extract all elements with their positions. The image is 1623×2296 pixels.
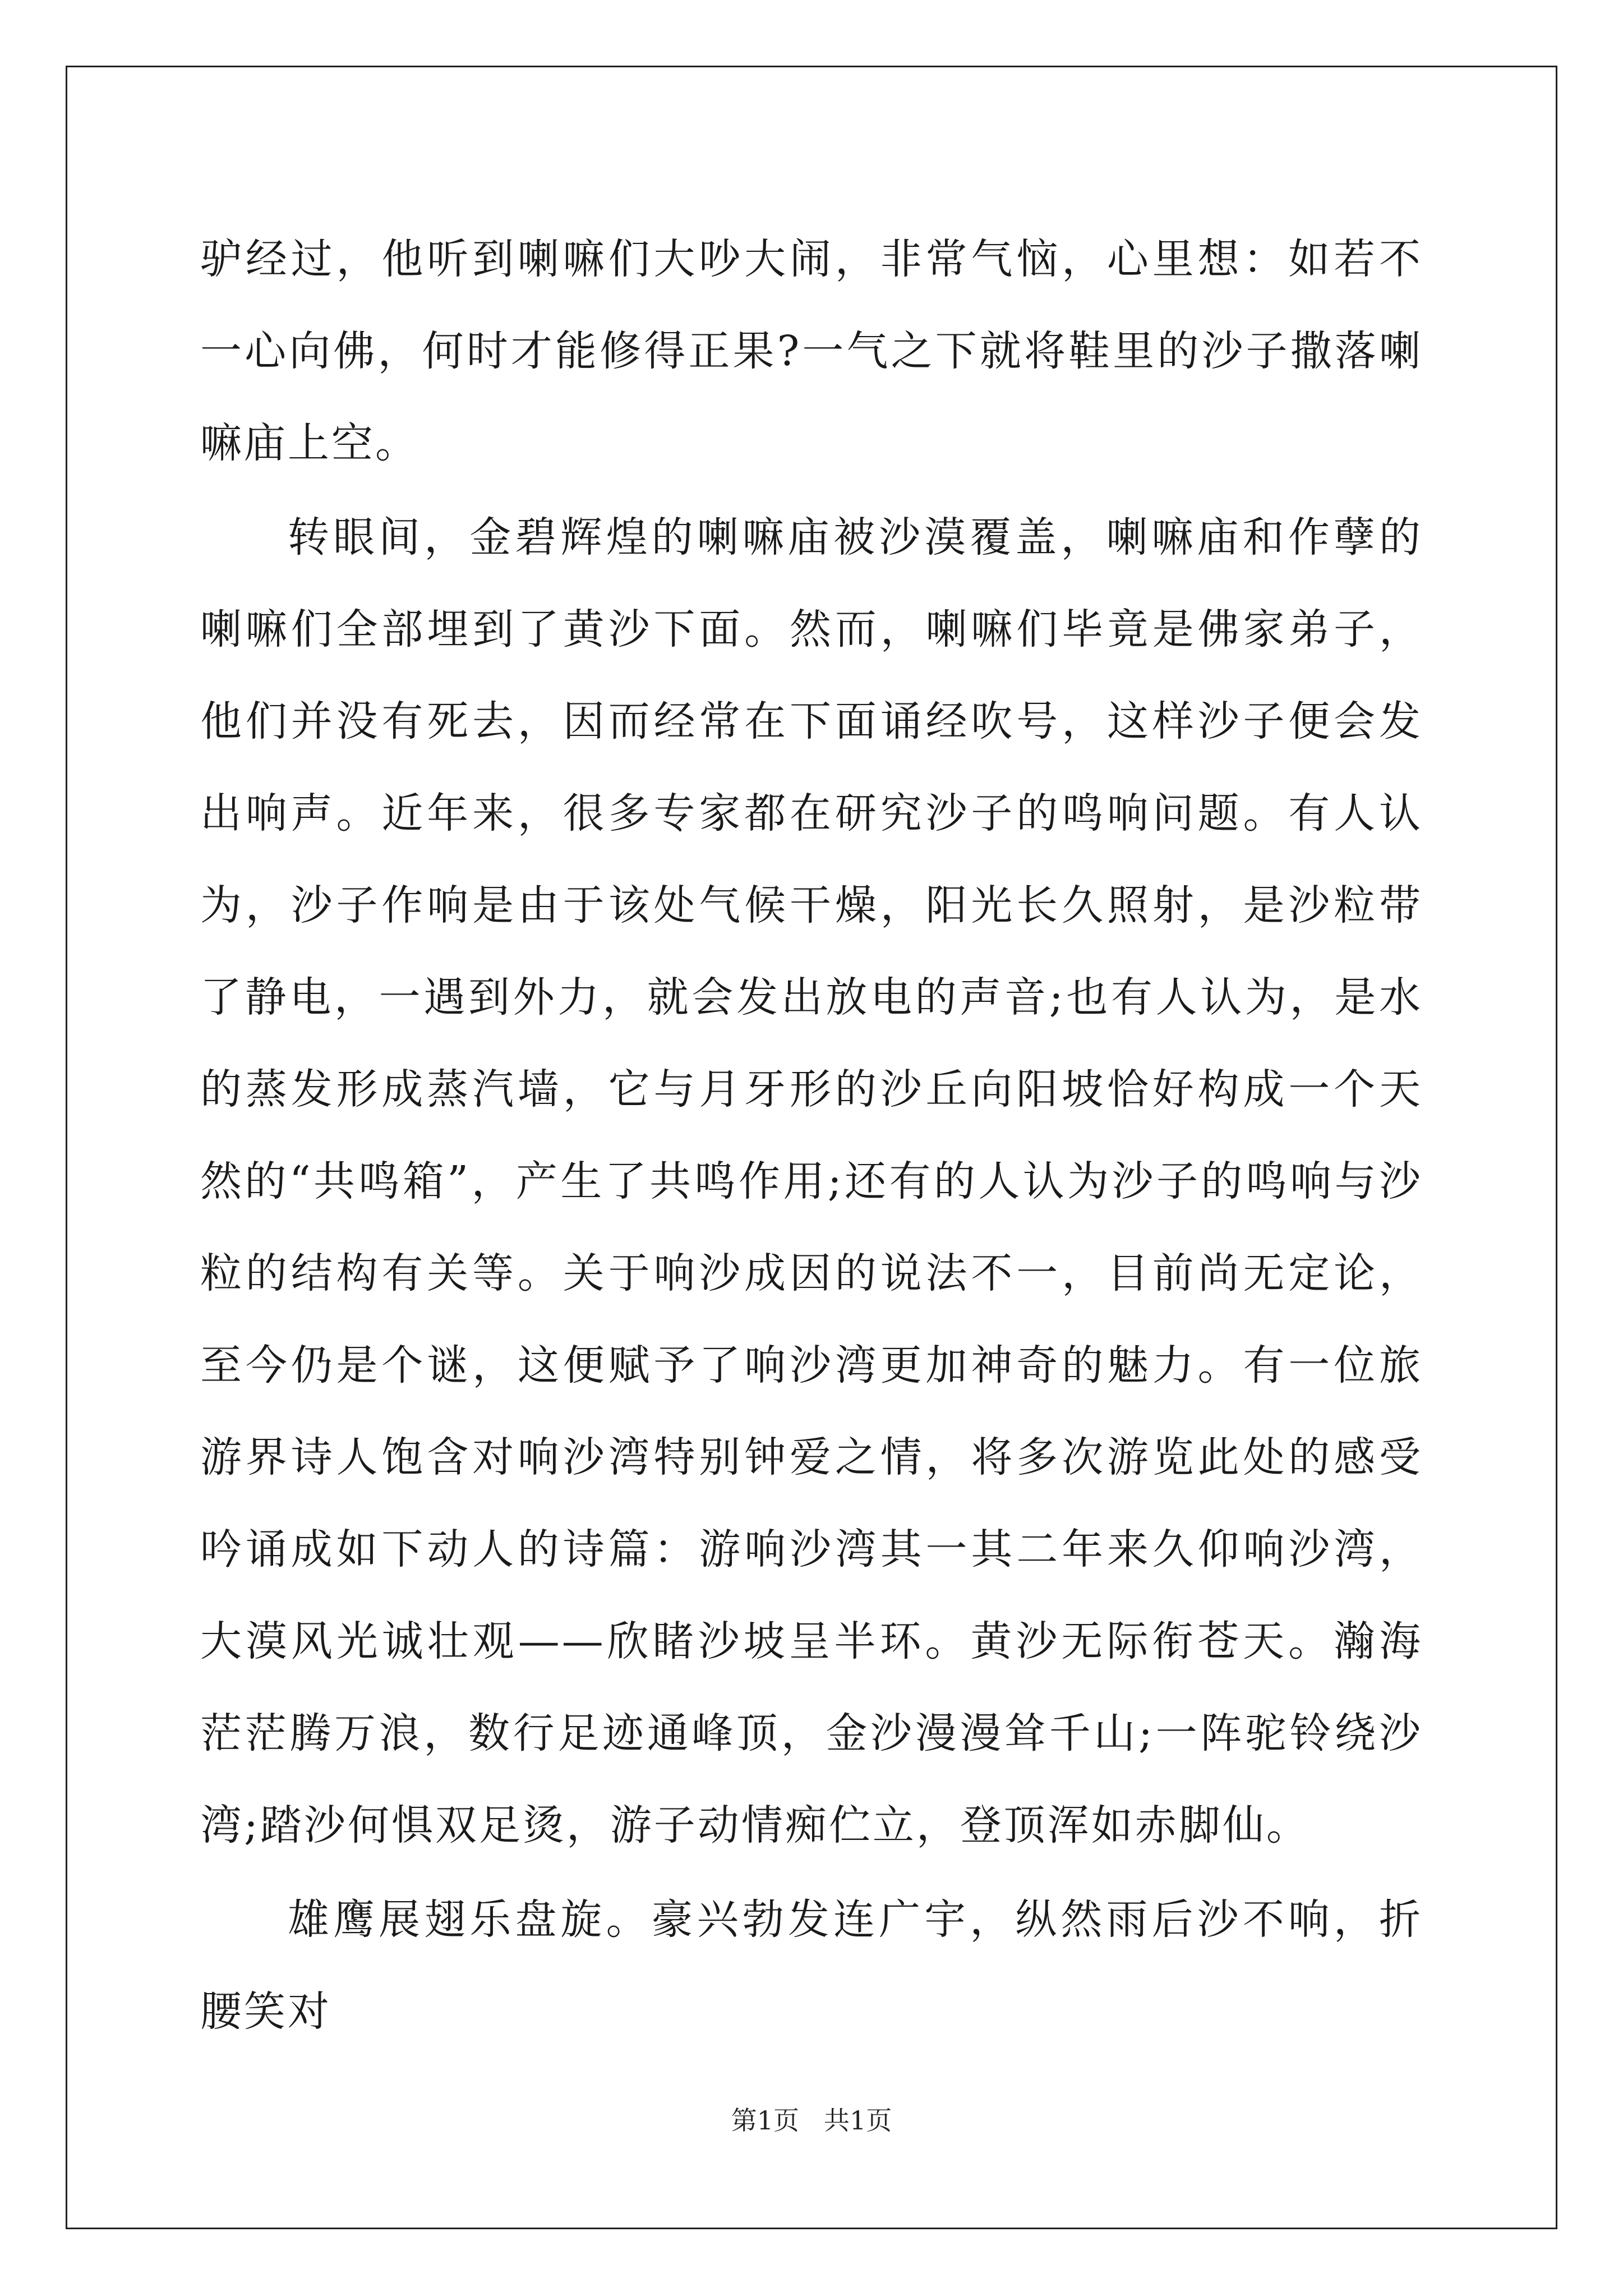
paragraph-2: 转眼间，金碧辉煌的喇嘛庙被沙漠覆盖，喇嘛庙和作孽的喇嘛们全部埋到了黄沙下面。然而，喇嘛们毕竟是佛家弟子，他们并没有死去，因而经常在下面诵经吹号，这样沙子便会发出响声。近年来，很多专家都在研究沙子的鸣响问题。有人认为，沙子作响是由于该处气候干燥，阳光长久照射，是沙粒带了静电，一遇到外力，就会发出放电的声音;也有人认为，是水的蒸发形成蒸汽墙，它与月牙形的沙丘向阳坡恰好构成一个天然的“共鸣箱”，产生了共鸣作用;还有的人认为沙子的鸣响与沙粒的结构有关等。关于响沙成因的说法不一，目前尚无定论，至今仍是个谜，这便赋予了响沙湾更加神奇的魅力。有一位旅游界诗人饱含对响沙湾特别钟爱之情，将多次游览此处的感受吟诵成如下动人的诗篇：游响沙湾其一其二年来久仰响沙湾，大漠风光诚壮观——欣睹沙坡呈半环。黄沙无际衔苍天。瀚海茫茫腾万浪，数行足迹通峰顶，金沙漫漫耸千山;一阵驼铃绕沙湾;踏沙何惧双足烫，游子动情痴伫立，登顶浑如赤脚仙。 (200, 513, 1423, 1849)
page-footer (0, 2105, 1623, 2136)
page-total: 共1页 (824, 2105, 892, 2136)
document-body (200, 213, 1423, 2058)
paragraph-1: 驴经过，他听到喇嘛们大吵大闹，非常气恼，心里想：如若不一心向佛，何时才能修得正果?一气之下就将鞋里的沙子撒落喇嘛庙上空。 (200, 235, 1423, 467)
page-number: 第1页 (731, 2105, 799, 2136)
paragraph-3: 雄鹰展翅乐盘旋。豪兴勃发连广宇，纵然雨后沙不响，折腰笑对 (200, 1895, 1423, 2036)
